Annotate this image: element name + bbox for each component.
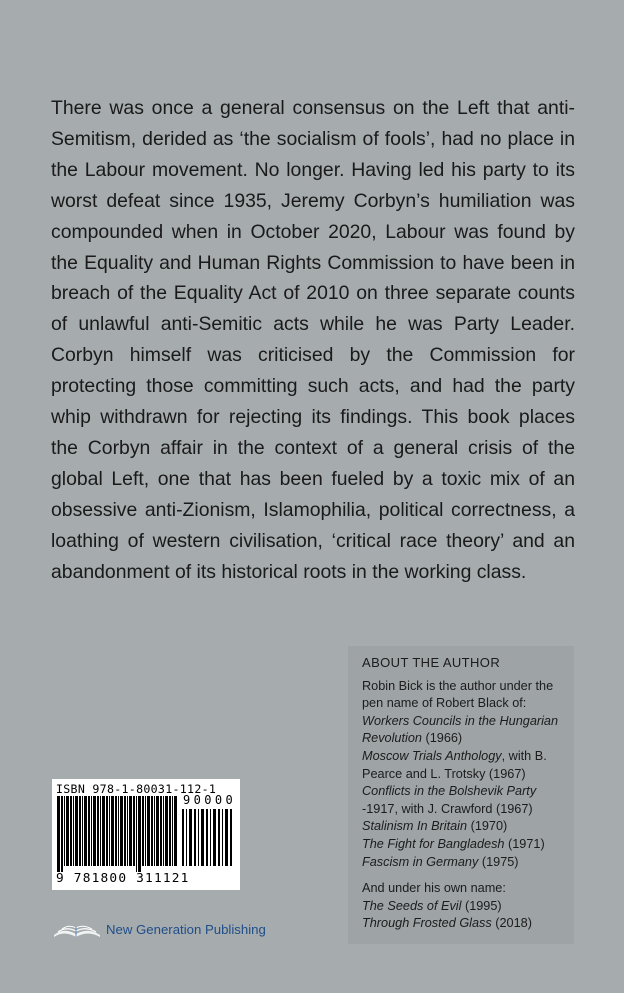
- barcode-bar: [118, 796, 119, 866]
- barcode-bar: [75, 796, 78, 866]
- book-entry: Workers Councils in the Hungarian Revolution (1966): [362, 713, 559, 746]
- barcode-bar: [102, 796, 105, 866]
- barcode-bar: [194, 809, 196, 866]
- barcode-bar: [93, 796, 96, 866]
- barcode-bar: [172, 796, 173, 866]
- barcode-bar: [225, 809, 228, 866]
- barcode-bar: [73, 796, 74, 866]
- barcode-bar: [88, 796, 90, 866]
- barcode-bar: [151, 796, 153, 866]
- barcode-bar: [230, 809, 232, 866]
- barcode-bar: [165, 796, 168, 866]
- barcode-bar: [66, 796, 69, 866]
- barcode-bar: [57, 796, 60, 872]
- barcode-bar: [156, 796, 159, 866]
- author-intro: Robin Bick is the author under the pen name of Robert Black of:: [362, 678, 554, 711]
- barcode-bar: [109, 796, 110, 866]
- barcode-bar: [111, 796, 114, 866]
- barcode-bar: [210, 809, 211, 866]
- barcode-bar: [64, 796, 65, 866]
- barcode-bar: [147, 796, 150, 866]
- book-entry: Conflicts in the Bolshevik Party -1917, with J. Crawford (1967): [362, 784, 537, 816]
- barcode-bar: [79, 796, 81, 866]
- barcode-bar: [154, 796, 155, 866]
- barcode-addon-bars: [182, 809, 236, 872]
- own-name-books-list: [362, 898, 574, 933]
- barcode-addon-digits: 90000: [183, 793, 237, 807]
- book-entry: The Fight for Bangladesh (1971): [362, 836, 545, 851]
- barcode-bar: [189, 809, 192, 866]
- barcode-bar: [129, 796, 132, 866]
- barcode-bar: [91, 796, 92, 866]
- barcode-bars: [57, 796, 177, 872]
- barcode-bar: [145, 796, 146, 866]
- barcode-bar: [163, 796, 164, 866]
- book-entry: Fascism in Germany (1975): [362, 854, 519, 869]
- barcode-bar: [182, 809, 184, 866]
- barcode-bar: [84, 796, 87, 866]
- barcode-bar: [142, 796, 144, 866]
- barcode-bar: [100, 796, 101, 866]
- about-author-heading: ABOUT THE AUTHOR: [362, 655, 501, 670]
- back-cover-blurb: There was once a general consensus on the Left that anti-Semitism, derided as ‘the socialism of fools’, had no place in the Labour movement. No longer. Having led his party to its worst defeat since 1935, Jeremy Corbyn’s humiliation was compounded when in October 2020, Labour was found by the Equality and Human Rights Commission to have been in breach of the Equality Act of 2010 on three separate counts of unlawful anti-Semitic acts while he was Party Leader. Corbyn himself was criticised by the Commission for protecting those committing such acts, and had the party whip withdrawn for rejecting its findings. This book places the Corbyn affair in the context of a general crisis of the global Left, one that has been fueled by a toxic mix of an obsessive anti-Zionism, Islamophilia, political correctness, a loathing of western civilisation, ‘critical race theory’ and an abandonment of its historical roots in the working class.: [51, 97, 575, 583]
- barcode-bar: [82, 796, 83, 866]
- barcode-bar: [70, 796, 72, 866]
- barcode-bar: [198, 809, 199, 866]
- barcode-bar: [174, 796, 177, 866]
- barcode-bar: [201, 809, 204, 866]
- barcode-bar: [124, 796, 126, 866]
- publisher-name: New Generation Publishing: [106, 921, 266, 937]
- barcode-bar: [115, 796, 117, 866]
- barcode-bar: [120, 796, 123, 866]
- book-entry: Through Frosted Glass (2018): [362, 916, 532, 931]
- barcode-bar: [160, 796, 162, 866]
- barcode-bar: [186, 809, 187, 866]
- barcode-bar: [136, 796, 137, 872]
- isbn-barcode: [52, 779, 240, 890]
- barcode-bar: [213, 809, 216, 866]
- about-author-box: [348, 646, 574, 944]
- open-book-icon: [52, 919, 102, 939]
- book-entry: Moscow Trials Anthology, with B. Pearce and L. Trotsky (1967): [362, 748, 547, 781]
- barcode-digits: 9 781800 311121: [56, 871, 190, 886]
- barcode-bar: [106, 796, 108, 866]
- isbn-label: ISBN 978-1-80031-112-1: [56, 782, 217, 796]
- barcode-bar: [222, 809, 223, 866]
- barcode-bar: [138, 796, 141, 872]
- barcode-bar: [97, 796, 99, 866]
- barcode-bar: [61, 796, 63, 872]
- pen-name-books-list: [362, 713, 574, 871]
- book-entry: Stalinism In Britain (1970): [362, 819, 508, 834]
- barcode-bar: [169, 796, 171, 866]
- barcode-bar: [127, 796, 128, 866]
- book-entry: The Seeds of Evil (1995): [362, 898, 502, 913]
- barcode-bar: [133, 796, 135, 866]
- barcode-bar: [206, 809, 208, 866]
- barcode-bar: [218, 809, 220, 866]
- own-name-intro: And under his own name:: [362, 881, 506, 896]
- publisher-logo: [52, 917, 266, 941]
